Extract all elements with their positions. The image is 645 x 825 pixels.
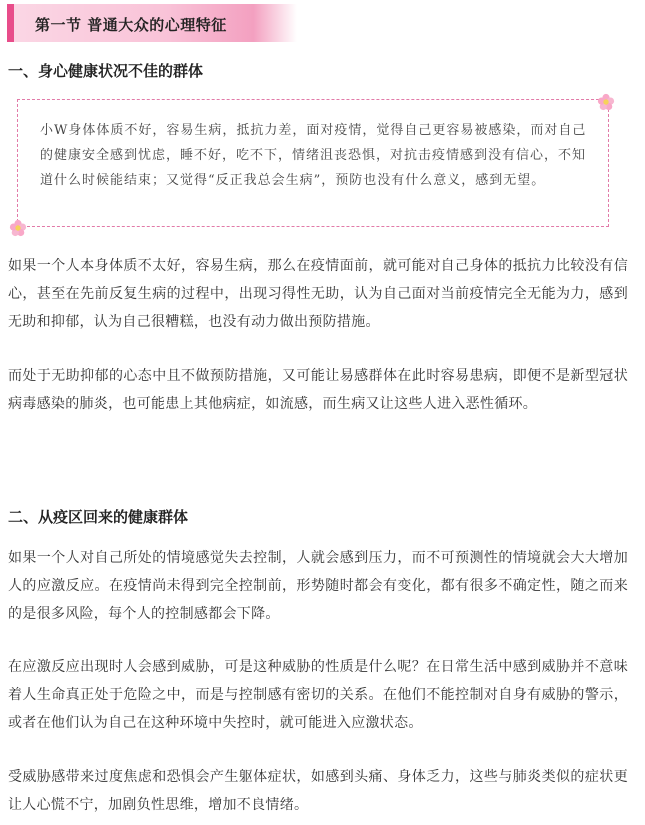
section-title: 第一节 普通大众的心理特征 xyxy=(35,16,227,34)
heading-2: 二、从疫区回来的健康群体 xyxy=(8,508,189,526)
paragraph-4: 在应激反应出现时人会感到威胁，可是这种威胁的性质是什么呢？在日常生活中感到威胁并不意味着人生命真正处于危险之中，而是与控制感有密切的关系。在他们不能控制对自身有威胁的警示，或者在他们认为自己在这种环境中失控时，就可能进入应激状态。 xyxy=(8,659,628,731)
section-title-bar xyxy=(7,4,297,42)
flower-icon xyxy=(9,219,27,237)
paragraph-1: 如果一个人本身体质不太好，容易生病，那么在疫情面前，就可能对自己身体的抵抗力比较没有信心，甚至在先前反复生病的过程中，出现习得性无助，认为自己面对当前疫情完全无能为力，感到无助和抑郁，认为自己很糟糕，也没有动力做出预防措施。 xyxy=(8,258,628,330)
paragraph-3: 如果一个人对自己所处的情境感觉失去控制，人就会感到压力，而不可预测性的情境就会大大增加人的应激反应。在疫情尚未得到完全控制前，形势随时都会有变化，都有很多不确定性，随之而来的是很多风险，每个人的控制感都会下降。 xyxy=(8,550,628,622)
quote-box xyxy=(17,99,609,227)
title-accent-bar xyxy=(7,4,14,42)
paragraph-5: 受威胁感带来过度焦虑和恐惧会产生躯体症状，如感到头痛、身体乏力，这些与肺炎类似的症状更让人心慌不宁，加剧负性思维，增加不良情绪。 xyxy=(8,769,628,813)
paragraph-2: 而处于无助抑郁的心态中且不做预防措施，又可能让易感群体在此时容易患病，即便不是新型冠状病毒感染的肺炎，也可能患上其他病症，如流感，而生病又让这些人进入恶性循环。 xyxy=(8,368,628,412)
quote-text: 小W身体体质不好，容易生病，抵抗力差，面对疫情，觉得自己更容易被感染，而对自己的健康安全感到忧虑，睡不好，吃不下，情绪沮丧恐惧，对抗击疫情感到没有信心，不知道什么时候能结束；又觉得“反正我总会生病”，预防也没有什么意义，感到无望。 xyxy=(40,123,587,188)
flower-icon xyxy=(597,93,615,111)
heading-1: 一、身心健康状况不佳的群体 xyxy=(8,62,204,80)
